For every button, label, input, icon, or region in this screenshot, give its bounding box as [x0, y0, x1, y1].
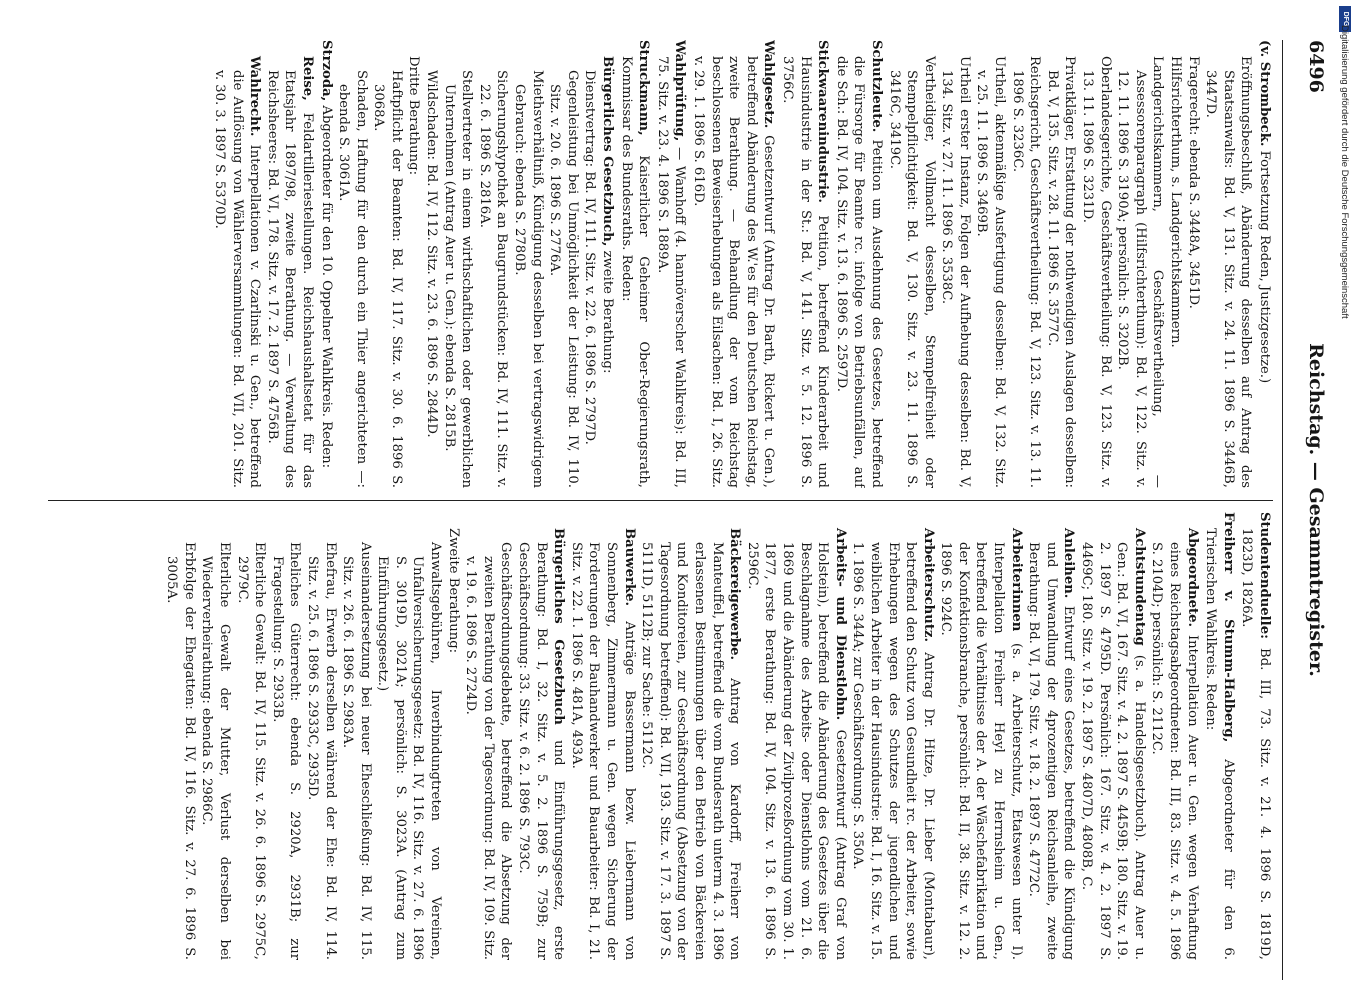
sub-entry: Zweite Berathung: — [445, 528, 461, 654]
running-title: Reichstag. — Gesammtregister. — [1305, 343, 1327, 677]
sub-entry — [638, 512, 744, 960]
sub-sub-entry: Elterliche Gewalt: Bd. IV, 115. Sitz. v. 26. 6. 1896 S. 2975C, 2979C. — [234, 542, 268, 960]
digitization-note: Digitalisierung gefördert durch die Deutsche Forschungsgemeinschaft — [1339, 25, 1350, 319]
entry-text: Kaiserlicher Geheimer Ober-Regierungsrath, Kommissar des Bundesraths. Reden: — [618, 56, 652, 488]
index-entry — [832, 40, 885, 488]
sub-entry: Urtheil, aktenmäßige Ausfertigung desselben: Bd. V, 132. Sitz. v. 25. 11. 1896 S. 3469B. — [974, 56, 1008, 488]
sub-entry: Oberlandesgerichte, Geschäftsvertheilung: Bd. V, 123. Sitz. v. 13. 11. 1896 S. 3231D. — [1080, 56, 1113, 488]
sub-sub-entry: Elterliche Gewalt der Mutter, Verlust derselben bei Wiederverheirathung: ebenda S. 2986C. — [199, 542, 232, 960]
sub-heading: Bäckereigewerbe. — [727, 528, 743, 661]
entry-heading: Strzoda, — [318, 40, 334, 102]
sub-sub-entry: Ehefrau, Erwerb derselben während der Ehe: Bd. IV, 114. Sitz. v. 25. 6. 1896 S. 2933C, 2935D. — [304, 542, 338, 960]
sub-entry — [514, 512, 567, 960]
sub-entry — [1077, 512, 1147, 960]
sub-sub-entry: Geschäftsordnungsdebatte, betreffend die Absetzung der zweiten Berathung von der Tagesordnung: Bd. IV, 109. Sitz. v. 19. 6. 1896 S. 2724D. — [463, 542, 514, 960]
sub-entry: Landgerichtskammern, Geschäftsvertheilung, — Assessorenparagraph (Hilfsrichterthum): Bd. V, 122. Sitz. v. 12. 11. 1896 S. 3190A; persönlich: S. 3202B. — [1115, 56, 1166, 488]
sub-entry — [1025, 512, 1078, 960]
sub-heading: Arbeits- und Dienstlohn. — [832, 528, 848, 721]
entry-text: Gesetzentwurf (Antrag Dr. Barth, Rickert u. Gen.), betreffend Abänderung des W.'es für den Deutschen Reichstag, zweite Berathung. — Behandlung der vom Reichstag beschlossenen Beweiserhebungen als Eilsachen: Bd. I, 26. Sitz. v. 29. 1. 1896 S. 616D. — [691, 56, 777, 488]
sub-sub-entry: Auseinandersetzung bei neuer Eheschließung: Bd. IV, 115. Sitz. v. 26. 6. 1896 S. 2983A. — [340, 542, 373, 960]
sub-entry: Urtheil erster Instanz, Folgen der Aufhebung desselben: Bd. V, 134. Sitz. v. 27. 11. 1896 S. 3538C. — [939, 56, 972, 488]
rotated-page — [33, 0, 1333, 1000]
sub-heading: Arbeiterinnen — [1008, 528, 1024, 632]
sub-text: (s. a. Handelsgesetzbuch). Antrag Auer u. Gen.: Bd. VI, 167. Sitz. v. 4. 2. 1897 S. 4459B; 180. Sitz. v. 19. 2. 1897 S. 4795D. Persönlich: 167. Sitz. v. 4. 2. 1897 S. 4469C; 180. Sitz. v. 19. 2. 1897 S. 4807D, 4808B, C. — [1079, 542, 1147, 960]
left-column — [43, 40, 1273, 488]
entry-text: Abgeordneter für den 10. Oppelner Wahlkreis. Reden: — [318, 105, 334, 469]
sub-heading: Anleihen. — [1061, 528, 1077, 599]
entry-heading: Stickwaarenindustrie. — [815, 40, 831, 204]
sub-entry: Dritte Berathung: — [406, 56, 422, 176]
sub-entry: Reichsgericht, Geschäftsvertheilung: Bd. V, 123. Sitz. v. 13. 11. 1896 S. 3236C. — [1009, 56, 1043, 488]
sub-heading: Bauwerke. — [621, 528, 637, 607]
entry-heading: Studentenduelle: — [1257, 512, 1272, 639]
sub-text: Antrag von Kardorff, Freiherr von Manteuffel, betreffend die vom Bundesrath unterm 4. 3. 1896 erlassenen Bestimmungen über den Betrieb von Bäckereien und Konditoreien, zur Geschäftsordnung (Absetzung von der Tagesordnung betreffend): Bd. VII, 193. Sitz. v. 17. 3. 1897 S. 5111D, 5112B; zur Sache: 5112C. — [639, 542, 743, 960]
sub-sub-entry: Schaden, Haftung für den durch ein Thier angerichteten —: ebenda S. 3061A. — [336, 70, 369, 488]
index-entry — [1238, 512, 1273, 960]
entry-heading: Wahlgesetz. — [761, 40, 777, 129]
sub-entry — [743, 512, 849, 960]
index-entry — [617, 40, 652, 488]
index-entry — [1255, 40, 1273, 488]
sub-sub-entry: Eheliches Güterrecht: ebenda S. 2920A, 2931B; zur Fragestellung: S. 2933B. — [269, 542, 303, 960]
page-number: 6496 — [1305, 40, 1327, 93]
sub-sub-entry: Sicherungshypothek an Baugrundstücken: Bd. IV, 111. Sitz. v. 22. 6. 1896 S. 2816A. — [476, 70, 510, 488]
sub-heading: Arbeiterschutz. — [920, 528, 936, 643]
sub-entry — [567, 512, 637, 960]
digitization-footer — [1337, 25, 1351, 975]
header-rule — [1282, 40, 1283, 980]
sub-text: (s. a. Arbeiterschutz, Etatswesen unter I). Interpellation Freiherr Heyl zu Herrnsheim u. Gen., betreffend die Verhältnisse der A. der Wäschefabrikation und der Konfektionsbranche, persönlich: Bd. II, 38. Sitz. v. 12. 2. 1896 S. 924C. — [938, 542, 1024, 960]
sub-sub-entry: Dienstvertrag: Bd. IV, 111. Sitz. v. 22. 6. 1896 S. 2797D. — [582, 70, 598, 445]
sub-sub-entry: Gegenleistung bei Unmöglichkeit der Leistung: Bd. IV, 110. Sitz. v. 20. 6. 1896 S. 2776A. — [547, 70, 580, 488]
sub-text: Interpellation Auer u. Gen. wegen Verhaftung eines Reichstagsabgeordneten: Bd. III, 83. Sitz. v. 4. 5. 1896 S. 2104D; persönlich: S. 2112C. — [1149, 542, 1200, 960]
sub-text: und Einführungsgesetz, erste Berathung: Bd. I, 32. Sitz. v. 5. 2. 1896 S. 759B; zur Geschäftsordnung: 33. Sitz. v. 6. 2. 1896 S. 793C. — [516, 542, 567, 960]
column-divider — [48, 500, 1273, 501]
sub-heading: Bürgerliches Gesetzbuch — [551, 528, 567, 725]
sub-entry — [598, 40, 616, 488]
sub-entry: Vertheidiger, Vollmacht desselben, Stempelfreiheit oder Stempelpflichtigkeit: Bd. V, 130. Sitz. v. 23. 11. 1896 S. 3416C, 3419C. — [886, 56, 937, 488]
entry-heading: Struckmann, — [636, 40, 652, 136]
index-entry — [653, 40, 688, 488]
page-header — [1291, 40, 1327, 980]
sub-entry — [263, 40, 316, 488]
sub-heading: Bürgerliches Gesetzbuch, — [600, 56, 616, 247]
entry-text: — Wamhoff (4. hannöverscher Wahlkreis): Bd. III, 75. Sitz. v. 23. 4. 1896 S. 1889A. — [654, 56, 688, 488]
sub-entry — [849, 512, 937, 960]
sub-entry: Fragerecht: ebenda S. 3448A, 3451D. — [1185, 56, 1201, 309]
sub-entry: Privatkläger, Erstattung der nothwendigen Auslagen desselben: Bd. V, 135. Sitz. v. 28. 11. 1896 S. 3577C. — [1044, 56, 1078, 488]
right-column — [43, 512, 1273, 960]
sub-text: Entwurf eines Gesetzes, betreffend die Kündigung und Umwandlung der 4prozentigen Reichsanleihe, zweite Berathung: Bd. VI, 179. Sitz. v. 18. 2. 1897 S. 4772C. — [1026, 542, 1077, 960]
sub-sub-entry: Miethsverhältniß, Kündigung desselben bei vertragswidrigem Gebrauch: ebenda S. 2780B. — [512, 70, 545, 488]
sub-heading: Reise, — [299, 56, 315, 101]
sub-text: Gesetzentwurf (Antrag Graf von Holstein), betreffend die Abänderung des Gesetzes über die Beschlagnahme des Arbeits- oder Dienstlohns vom 21. 6. 1869 und die Abänderung der Zivilprozeßordnung vom 30. 1. 1877, erste Berathung: Bd. IV, 104. Sitz. v. 13. 6. 1896 S. 2596C. — [744, 542, 848, 960]
sub-entry — [937, 512, 1025, 960]
entry-text: Fortsetzung Reden, Justizgesetze.) — [1257, 150, 1272, 384]
entry-text: Abgeordneter für den 6. Trierischen Wahlkreis. Reden: — [1203, 528, 1236, 960]
entry-heading: (v. Strombeck. — [1257, 40, 1272, 147]
sub-text: Feldartilleriestellungen. Reichshaushaltsetat für das Etatsjahr 1897/98, zweite Berathung. — Verwaltung des Reichsheeres: Bd. VI, 178. Sitz. v. 17. 2. 1897 S. 4756B. — [264, 70, 315, 488]
dfg-logo-text: DFG — [1342, 11, 1349, 27]
entry-heading: Wahlprüfung, — [672, 40, 688, 142]
sub-text: Antrag Dr. Hitze, Dr. Lieber (Montabaur), betreffend den Schutz von Gesundheit rc. der Arbeiter, sowie Erhebungen wegen des Schutzes der jugendlichen und weiblichen Arbeiter in der Hausindustrie: Bd. I, 16. Sitz. v. 15. 1. 1896 S. 344A; zur Geschäftsordnung: S. 350A. — [850, 542, 936, 960]
sub-sub-entry: Stellvertreter in einem wirthschaftlichen oder gewerblichen Unternehmen (Antrag Auer u. Gen.): ebenda S. 2815B. — [441, 70, 475, 488]
sub-sub-entry: Haftpflicht der Beamten: Bd. IV, 117. Sitz. v. 30. 6. 1896 S. 3068A. — [371, 70, 404, 488]
entry-heading: Schutzleute. — [868, 40, 884, 133]
sub-sub-entry: Erbfolge der Ehegatten: Bd. IV, 116. Sitz. v. 27. 6. 1896 S. 3005A. — [164, 542, 197, 960]
entry-text: Petition, betreffend Kinderarbeit und Hausindustrie in der St.: Bd. V, 141. Sitz. v. 5. 12. 1896 S. 3756C. — [779, 56, 831, 488]
sub-heading: Achtstundentag — [1131, 528, 1147, 646]
sub-entry — [210, 40, 263, 488]
index-entry — [778, 40, 831, 488]
index-entry — [1202, 512, 1237, 960]
sub-sub-entry: Anwaltsgebühren, Inverbindungtreten von Vereinen, Unfallversicherungsgesetz: Bd. IV, 116. Sitz. v. 27. 6. 1896 S. 3019D, 3021A; persönlich: S. 3023A. (Antrag zum Einführungsgesetz.) — [375, 542, 444, 960]
sub-entry: Hilfsrichterthum, s. Landgerichtskammern. — [1168, 56, 1184, 348]
entry-heading: Freiherr v. Stumm-Halberg, — [1220, 512, 1236, 743]
index-entry — [317, 40, 335, 488]
sub-text: zweite Berathung: — [600, 250, 616, 374]
sub-entry: Eröffnungsbeschluß, Abänderung desselben auf Antrag des Staatsanwalts: Bd. V, 131. Sitz. v. 24. 11. 1896 S. 3446B, 3447D. — [1203, 56, 1254, 488]
sub-heading: Wahlrecht. — [247, 56, 263, 137]
sub-sub-entry: Wildschaden: Bd. IV, 112. Sitz. v. 23. 6. 1896 S. 2844D. — [424, 70, 440, 438]
sub-text: Interpellationen v. Czarlinski u. Gen., betreffend die Auflösung von Wählerversammlungen: Bd. VII, 201. Sitz. v. 30. 3. 1897 S. 5370D. — [211, 70, 263, 488]
entry-text: Bd. III, 73. Sitz. v. 21. 4. 1896 S. 1819D, 1823D, 1826A. — [1239, 528, 1272, 960]
entry-text: Petition um Ausdehnung des Gesetzes, betreffend die Fürsorge für Beamte rc. infolge von Betriebsunfällen, auf die Sch.: Bd. IV, 104. Sitz. v. 13. 6. 1896 S. 2597D. — [833, 56, 884, 488]
index-entry — [689, 40, 777, 488]
sub-entry — [1148, 512, 1201, 960]
sub-text: Anträge Bassermann bezw. Liebermann von Sonnenberg, Zimmermann u. Gen. wegen Sicherung der Forderungen der Bauhandwerker und Bauarbeiter: Bd. I, 21. Sitz. v. 22. 1. 1896 S. 481A, 493A. — [568, 542, 637, 960]
sub-heading: Abgeordnete. — [1184, 528, 1200, 628]
